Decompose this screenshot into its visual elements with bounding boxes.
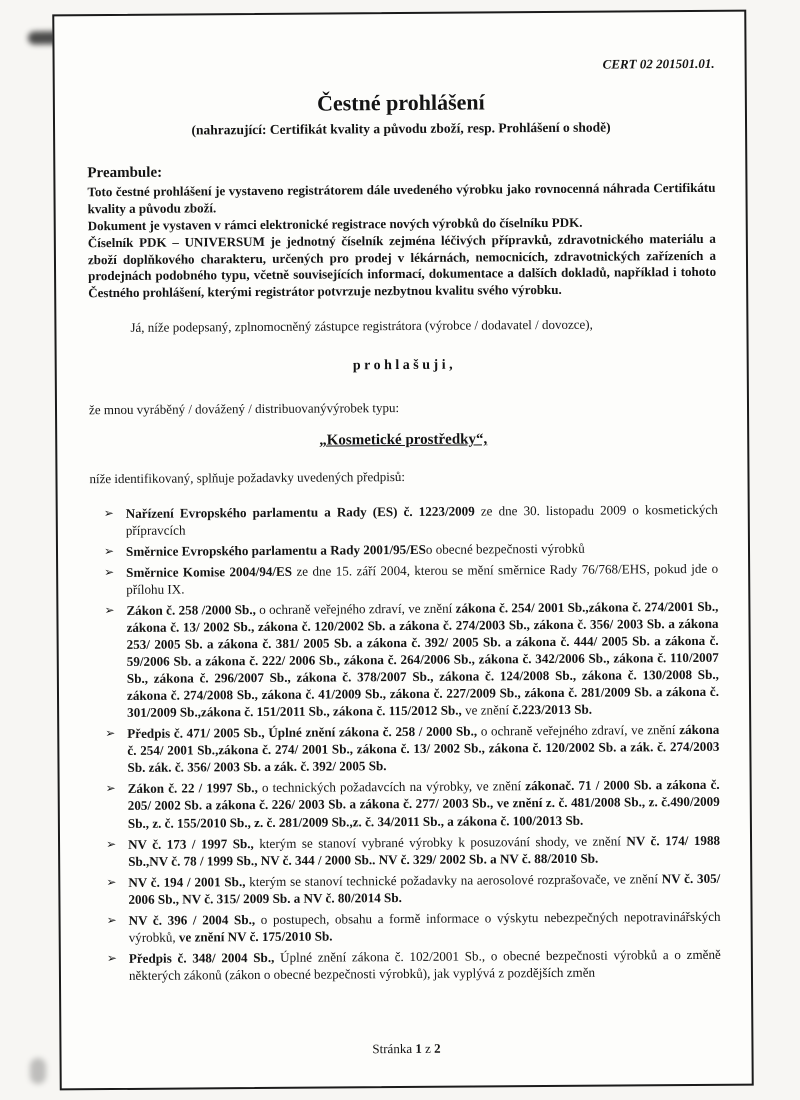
preamble-heading: Preambule:	[87, 164, 163, 182]
arrow-bullet-icon: ➢	[104, 565, 115, 580]
product-type-line: že mnou vyráběný / dovážený / distribuovanývýrobek typu:	[88, 400, 400, 418]
arrow-bullet-icon: ➢	[105, 781, 116, 796]
legal-reference-item	[106, 776, 720, 831]
arrow-bullet-icon: ➢	[105, 726, 116, 741]
legal-reference-text: Předpis č. 471/ 2005 Sb., Úplné znění zákona č. 258 / 2000 Sb., o ochraně veřejného zdraví, ve znění zákona č. 254/ 2001 Sb.,zákona č. 274/ 2001 Sb., zákona č. 13/ 2002 Sb., zákona č. 120/2002 Sb. a zák. č. 274/2003 Sb. zák. č. 356/ 2003 Sb. a zák. č. 392/ 2005 Sb.	[127, 722, 720, 776]
legal-reference-item	[104, 501, 718, 539]
legal-reference-item	[107, 907, 721, 945]
declaration-verb: p r o h l a š u j i ,	[352, 357, 453, 374]
arrow-bullet-icon: ➢	[106, 950, 117, 965]
page-border	[52, 10, 753, 1091]
legal-reference-text: Zákon č. 22 / 1997 Sb., o technických požadavcích na výrobky, ve znění zákonač. 71 / 2000 Sb. a zákona č. 205/ 2002 Sb. a zákona č. 226/ 2003 Sb. a zákona č. 277/ 2003 Sb., ve znění z. č. 481/2008 Sb., z. č.490/2009 Sb., z. č. 155/2010 Sb., z. č. 281/2009 Sb.,z. č. 34/2011 Sb., a zákona č. 100/2013 Sb.	[127, 777, 720, 831]
scan-smudge	[30, 1058, 46, 1084]
legal-references-list	[90, 501, 721, 984]
preamble-paragraph: Dokument je vystaven v rámci elektronické registrace nových výrobků do číselníku PDK.	[87, 214, 583, 233]
document-reference: CERT 02 201501.01.	[602, 55, 715, 72]
legal-reference-text: NV č. 396 / 2004 Sb., o postupech, obsahu a formě informace o výskytu nebezpečných nepotravinářských výrobků, ve znění NV č. 175/2010 Sb.	[128, 908, 721, 945]
arrow-bullet-icon: ➢	[106, 874, 117, 889]
legal-reference-text: Zákon č. 258 /2000 Sb., o ochraně veřejného zdraví, ve znění zákona č. 254/ 2001 Sb.,zákona č. 274/2001 Sb., zákona č. 13/ 2002 Sb., zákona č. 120/2002 Sb. a zákona č. 274/2003 Sb., zákona č. 356/ 2003 Sb. a zákona 253/ 2005 Sb. a zákona č. 381/ 2005 Sb. a zákona č. 392/ 2005 Sb. a zákona č. 444/ 2005 Sb. a zákona č. 59/2006 Sb. a zákona č. 222/ 2006 Sb., zákona č. 264/2006 Sb., zákona č. 342/2006 Sb., zákona č. 110/2007 Sb., zákona č. 296/2007 Sb., zákona č. 378/2007 Sb., zákona č. 124/2008 Sb., zákona č. 130/2008 Sb., zákona č. 274/2008 Sb., zákona č. 41/2009 Sb., zákona č. 227/2009 Sb., zákona č. 281/2009 Sb. a zákona č. 301/2009 Sb.,zákona č. 151/2011 Sb., zákona č. 115/2012 Sb., ve znění č.223/2013 Sb.	[126, 599, 720, 721]
legal-reference-text: Nařízení Evropského parlamentu a Rady (ES) č. 1223/2009 ze dne 30. listopadu 2009 o kosmetických přípravcích	[125, 502, 718, 539]
legal-reference-item	[105, 721, 719, 776]
legal-reference-text: NV č. 173 / 1997 Sb., kterým se stanoví vybrané výrobky k posuzování shody, ve znění NV č. 174/ 1988 Sb.,NV č. 78 / 1999 Sb., NV č. 344 / 2000 Sb.. NV č. 329/ 2002 Sb. a NV č. 88/2010 Sb.	[127, 832, 721, 869]
compliance-line: níže identifikovaný, splňuje požadavky uvedených předpisů:	[89, 469, 406, 487]
product-name: „Kosmetické prostředky“,	[319, 431, 488, 449]
document-title: Čestné prohlášení	[316, 89, 485, 116]
document-content	[54, 12, 751, 1089]
legal-reference-item	[104, 560, 718, 598]
arrow-bullet-icon: ➢	[104, 603, 115, 618]
preamble-paragraph: Číselník PDK – UNIVERSUM je jednotný číselník zejména léčivých přípravků, zdravotnického materiálu a zboží doplňkového charakteru, určených pro prodej v lékárnách, nemocnicích, zdravotnických zařízeních a prodejnách podobného typu, včetně souvisejících informací, dokumentace a dalších dokladů, například i tohoto Čestného prohlášení, kterými registrátor potvrzuje nezbytnou kvalitu svého výrobku.	[87, 230, 717, 301]
page-number: Stránka 1 z 2	[372, 1040, 441, 1057]
legal-reference-item	[106, 869, 720, 907]
declaration-intro: Já, níže podepsaný, zplnomocněný zástupce registrátora (výrobce / dodavatel / dovozce),	[130, 316, 593, 336]
legal-reference-text: Předpis č. 348/ 2004 Sb., Úplné znění zákona č. 102/2001 Sb., o obecné bezpečnosti výrobků a o změně některých zákonů (zákon o obecné bezpečnosti výrobků), jak vyplývá z pozdějších změn	[128, 946, 721, 983]
legal-reference-text: NV č. 194 / 2001 Sb., kterým se stanoví technické požadavky na aerosolové rozprašovače, ve znění NV č. 305/ 2006 Sb., NV č. 315/ 2009 Sb. a NV č. 80/2014 Sb.	[128, 870, 721, 907]
document-subtitle: (nahrazující: Certifikát kvality a původu zboží, resp. Prohlášení o shodě)	[191, 119, 611, 138]
arrow-bullet-icon: ➢	[103, 544, 115, 559]
arrow-bullet-icon: ➢	[105, 836, 117, 851]
preamble-paragraph: Toto čestné prohlášení je vystaveno registrátorem dále uvedeného výrobku jako rovnocenná náhrada Certifikátu kvality a původu zboží.	[87, 179, 716, 217]
arrow-bullet-icon: ➢	[106, 912, 117, 927]
legal-reference-text: Směrnice Komise 2004/94/ES ze dne 15. září 2004, kterou se mění směrnice Rady 76/768/EHS, pokud jde o přílohu IX.	[126, 561, 719, 598]
arrow-bullet-icon: ➢	[103, 506, 114, 521]
legal-reference-item	[106, 831, 720, 869]
legal-reference-item	[104, 598, 719, 721]
legal-reference-item	[104, 539, 718, 560]
legal-reference-item	[107, 945, 721, 983]
legal-reference-text: Směrnice Evropského parlamentu a Rady 2001/95/ESo obecné bezpečnosti výrobků	[125, 540, 585, 560]
